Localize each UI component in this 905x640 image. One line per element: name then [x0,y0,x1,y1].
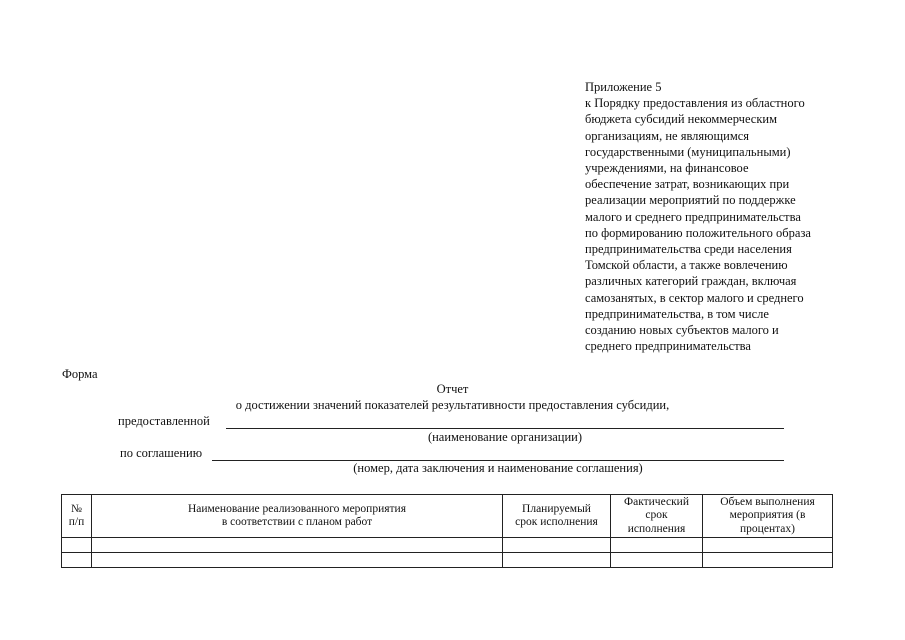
table-cell[interactable] [703,553,833,568]
header-volume-line: процентах) [740,522,795,535]
organization-name-field[interactable] [226,428,784,429]
appendix-line: к Порядку предоставления из областного [585,96,805,111]
header-volume [703,495,833,538]
appendix-line: предпринимательства, в том числе [585,306,769,321]
organization-caption: (наименование организации) [427,430,583,444]
header-planned-term [503,495,611,538]
table-cell[interactable] [503,538,611,553]
header-activity-line: Наименование реализованного мероприятия [187,502,407,515]
agreement-label: по соглашению [120,446,203,460]
header-planned-line: Планируемый [522,502,591,515]
table-cell[interactable] [503,553,611,568]
appendix-line: различных категорий граждан, включая [585,274,797,289]
appendix-line: организациям, не являющимся [585,128,750,143]
header-number-line: № [71,502,82,515]
report-table [61,494,833,568]
header-volume-line: Объем выполнения [720,495,815,508]
table-header-row [62,495,833,538]
header-number [62,495,92,538]
header-volume-line: мероприятия (в [729,509,806,522]
appendix-line: Томской области, а также вовлечению [585,258,788,273]
form-label: Форма [62,367,98,381]
appendix-line: среднего предпринимательства [585,339,751,354]
provided-label: предоставленной [118,414,210,428]
table-cell[interactable] [611,538,703,553]
table-row [62,553,833,568]
report-title: Отчет [436,382,469,396]
table-row [62,538,833,553]
header-actual-term [611,495,703,538]
appendix-line: обеспечение затрат, возникающих при [585,177,790,192]
appendix-line: государственными (муниципальными) [585,144,791,159]
header-actual-line: срок [645,509,668,522]
appendix-line: реализации мероприятий по поддержке [585,193,796,208]
table-cell[interactable] [703,538,833,553]
header-actual-line: Фактический [624,495,689,508]
header-planned-line: срок исполнения [515,516,598,528]
appendix-line: самозанятых, в сектор малого и среднего [585,290,804,305]
appendix-block [585,79,885,354]
report-subtitle: о достижении значений показателей результативности предоставления субсидии, [235,398,670,412]
table-cell[interactable] [62,538,92,553]
table-cell[interactable] [92,553,503,568]
appendix-line: бюджета субсидий некоммерческим [585,112,778,127]
header-actual-line: исполнения [627,522,686,535]
table-cell[interactable] [611,553,703,568]
appendix-line: предпринимательства среди населения [585,242,792,257]
header-activity-line: в соответствии с планом работ [221,516,373,528]
header-number-line: п/п [68,516,85,528]
appendix-line: Приложение 5 [585,80,662,94]
appendix-line: малого и среднего предпринимательства [585,209,801,224]
appendix-line: учреждениями, на финансовое [585,161,749,176]
table-cell[interactable] [62,553,92,568]
agreement-caption: (номер, дата заключения и наименование соглашения) [353,461,643,475]
appendix-line: по формированию положительного образа [585,225,811,240]
table-cell[interactable] [92,538,503,553]
appendix-line: созданию новых субъектов малого и [585,323,779,338]
header-activity-name [92,495,503,538]
